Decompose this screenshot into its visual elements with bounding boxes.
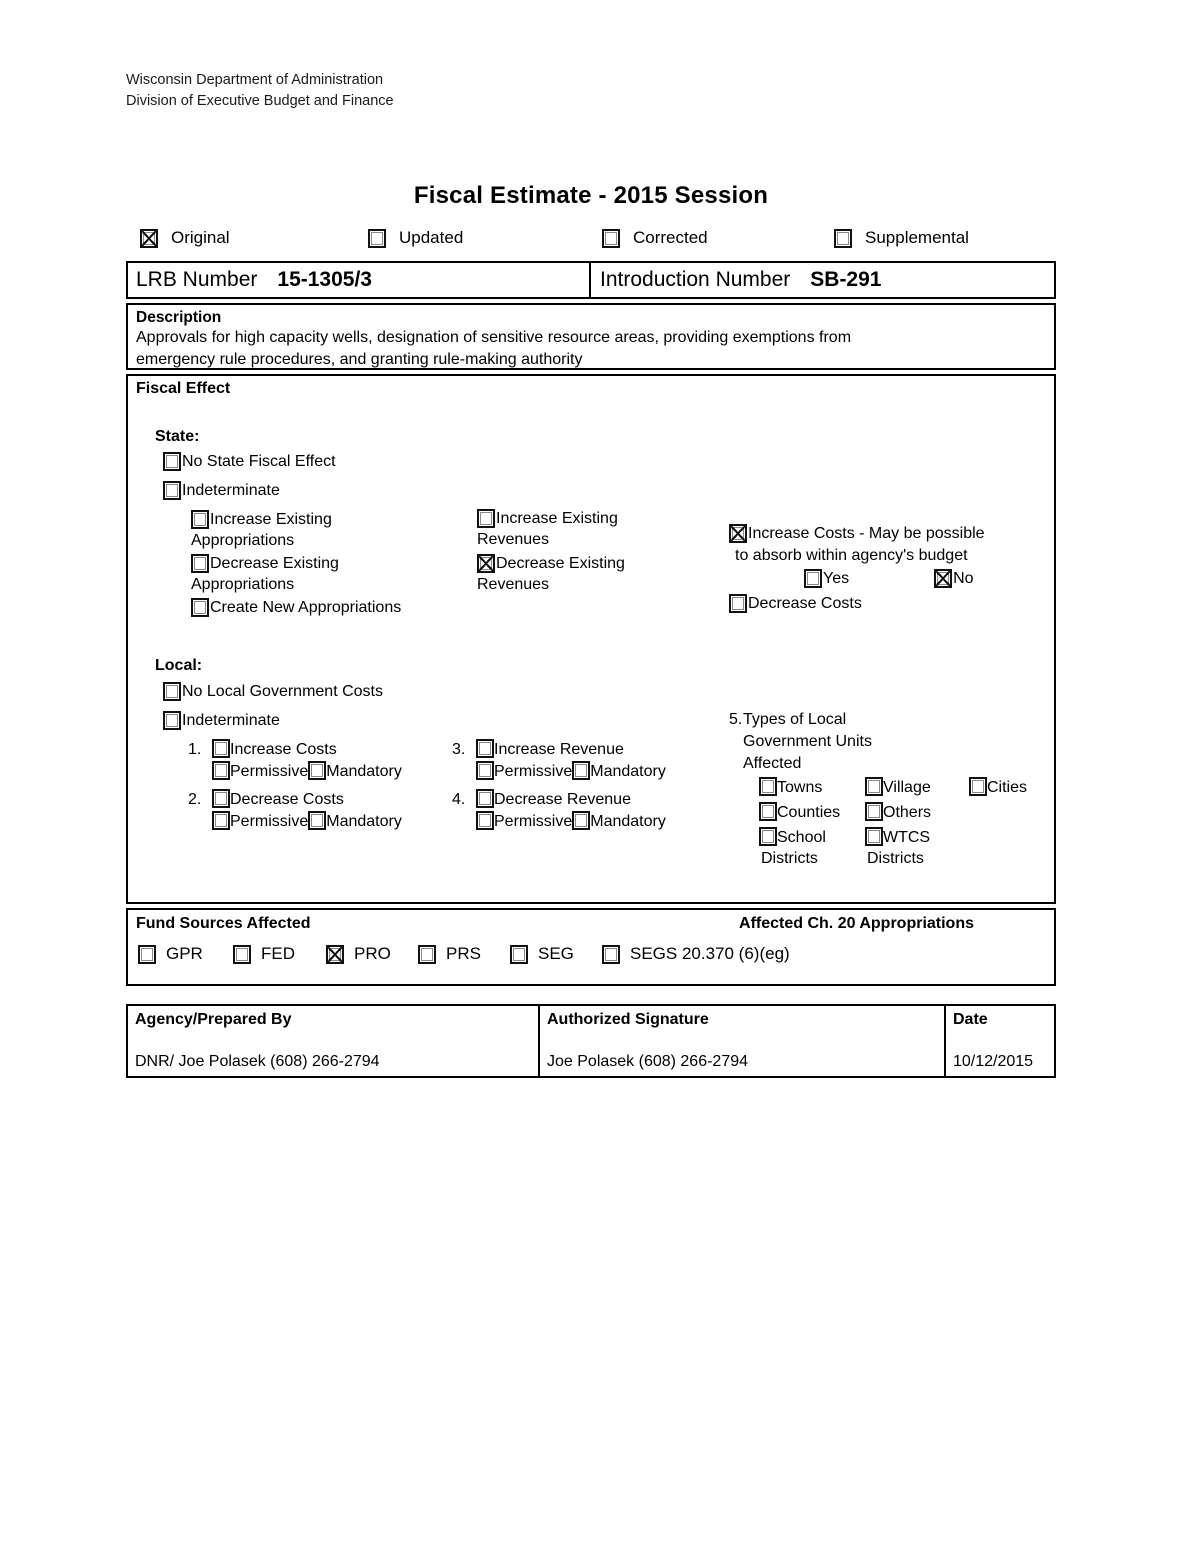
local-units-row — [759, 777, 1059, 798]
state-decrease-existing-appropriations-line-2: Appropriations — [191, 576, 295, 593]
introduction-number-value: SB-291 — [810, 268, 882, 291]
local-indeterminate[interactable] — [163, 710, 383, 731]
local-decrease-revenue-mandatory-label: Mandatory — [590, 813, 666, 830]
state-increase-existing-revenues[interactable] — [477, 508, 625, 550]
checkbox-gpr-icon[interactable] — [138, 945, 156, 964]
local-item-decrease-costs[interactable] — [188, 789, 402, 810]
state-section-label: State: — [155, 428, 200, 445]
state-decrease-existing-revenues-line-1: Decrease Existing — [496, 555, 625, 572]
agency-line-1: Wisconsin Department of Administration — [126, 72, 384, 88]
fund-source-gpr[interactable] — [138, 944, 233, 964]
checkbox-local-indeterminate-icon[interactable] — [163, 711, 181, 730]
local-unit-school-districts[interactable] — [759, 827, 865, 869]
local-unit-wtcs-districts-label-2: Districts — [867, 850, 924, 867]
fund-source-pro-label: PRO — [354, 944, 391, 963]
lrb-number-value: 15-1305/3 — [277, 268, 372, 291]
description-heading: Description — [136, 309, 222, 326]
checkbox-local-decrease-costs-mandatory-icon[interactable] — [308, 811, 326, 830]
fund-sources-section — [126, 908, 1056, 986]
state-increase-existing-revenues-line-1: Increase Existing — [496, 510, 618, 527]
estimate-type-corrected-label: Corrected — [633, 228, 708, 247]
state-increase-existing-appropriations-line-1: Increase Existing — [210, 511, 332, 528]
local-unit-school-districts-label: School — [777, 829, 826, 846]
state-increase-costs-line-1: Increase Costs - May be possible — [748, 525, 985, 542]
state-increase-existing-appropriations[interactable] — [191, 509, 401, 551]
checkbox-no-state-fiscal-effect-icon[interactable] — [163, 452, 181, 471]
local-units-heading-line-3: Affected — [743, 755, 802, 772]
local-column-primary — [163, 681, 383, 739]
agency-line-2: Division of Executive Budget and Finance — [126, 93, 394, 109]
introduction-number-cell — [591, 263, 1054, 297]
local-item-2-number: 2. — [188, 791, 202, 808]
local-increase-costs-permissive-label: Permissive — [230, 763, 309, 780]
lrb-number-label: LRB Number — [136, 268, 258, 291]
local-increase-revenue-mandatory-label: Mandatory — [590, 763, 666, 780]
signature-section — [126, 1004, 1056, 1078]
agency-prepared-by-cell — [128, 1006, 540, 1076]
local-unit-cities[interactable] — [969, 777, 1059, 798]
fund-source-prs-label: PRS — [446, 944, 481, 963]
local-government-units-section — [729, 709, 1059, 869]
local-section-label: Local: — [155, 657, 203, 674]
local-item-increase-revenue[interactable] — [452, 739, 666, 760]
estimate-type-corrected[interactable] — [594, 228, 826, 248]
checkbox-create-new-appropriations-icon[interactable] — [191, 598, 209, 617]
local-effects-column-left — [188, 739, 402, 833]
local-item-4-number: 4. — [452, 791, 466, 808]
state-increase-existing-revenues-line-2: Revenues — [477, 531, 550, 548]
checkbox-local-decrease-costs-icon[interactable] — [212, 789, 230, 808]
fund-source-gpr-label: GPR — [166, 944, 203, 963]
local-increase-revenue-modifiers — [476, 761, 666, 782]
fund-sources-heading: Fund Sources Affected — [136, 915, 311, 932]
fund-source-seg[interactable] — [510, 944, 602, 964]
affected-appropriations-heading: Affected Ch. 20 Appropriations — [739, 915, 974, 932]
local-unit-counties-label: Counties — [777, 804, 841, 821]
local-indeterminate-label: Indeterminate — [182, 712, 280, 729]
checkbox-local-increase-costs-permissive-icon[interactable] — [212, 761, 230, 780]
local-unit-school-districts-label-2: Districts — [761, 850, 818, 867]
checkbox-supplemental-icon[interactable] — [834, 229, 852, 248]
local-increase-revenue-label: Increase Revenue — [494, 741, 624, 758]
absorb-yes-label: Yes — [823, 570, 850, 587]
checkbox-counties-icon[interactable] — [759, 802, 777, 821]
checkbox-local-decrease-revenue-permissive-icon[interactable] — [476, 811, 494, 830]
local-no-government-costs[interactable] — [163, 681, 383, 702]
local-decrease-costs-permissive-label: Permissive — [230, 813, 309, 830]
checkbox-no-local-government-costs-icon[interactable] — [163, 682, 181, 701]
state-create-new-appropriations-label: Create New Appropriations — [210, 599, 402, 616]
checkbox-local-decrease-costs-permissive-icon[interactable] — [212, 811, 230, 830]
checkbox-decrease-costs-icon[interactable] — [729, 594, 747, 613]
checkbox-increase-existing-revenues-icon[interactable] — [477, 509, 495, 528]
checkbox-updated-icon[interactable] — [368, 229, 386, 248]
local-units-grid — [759, 777, 1059, 869]
description-line-2: emergency rule procedures, and granting rule-making authority — [136, 351, 583, 368]
state-no-fiscal-effect[interactable] — [163, 451, 401, 472]
agency-header — [126, 70, 394, 112]
page-title: Fiscal Estimate - 2015 Session — [413, 182, 769, 209]
state-increase-costs[interactable] — [729, 523, 1049, 567]
state-column-costs — [729, 523, 1049, 614]
local-unit-wtcs-districts[interactable] — [865, 827, 969, 869]
fund-source-fed[interactable] — [233, 944, 326, 964]
checkbox-school-districts-icon[interactable] — [759, 827, 777, 846]
lrb-number-cell — [128, 263, 591, 297]
fiscal-effect-heading: Fiscal Effect — [136, 380, 231, 397]
checkbox-segs-icon[interactable] — [602, 945, 620, 964]
identifier-row — [126, 261, 1056, 299]
checkbox-fed-icon[interactable] — [233, 945, 251, 964]
local-decrease-costs-modifiers — [212, 811, 402, 832]
absorb-no-label: No — [953, 570, 974, 587]
local-units-heading-line-1: Types of Local — [743, 711, 847, 728]
checkbox-decrease-existing-revenues-icon[interactable] — [477, 554, 495, 573]
estimate-type-updated-label: Updated — [399, 228, 464, 247]
checkbox-prs-icon[interactable] — [418, 945, 436, 964]
state-decrease-costs-label: Decrease Costs — [748, 595, 862, 612]
estimate-type-original[interactable] — [126, 228, 358, 248]
local-units-row — [759, 827, 1059, 869]
checkbox-absorb-yes-icon[interactable] — [804, 569, 822, 588]
local-decrease-costs-label: Decrease Costs — [230, 791, 344, 808]
checkbox-cities-icon[interactable] — [969, 777, 987, 796]
checkbox-local-increase-costs-mandatory-icon[interactable] — [308, 761, 326, 780]
description-section — [126, 303, 1056, 370]
fund-source-prs[interactable] — [418, 944, 510, 964]
date-cell — [946, 1006, 1054, 1076]
checkbox-increase-costs-icon[interactable] — [729, 524, 747, 543]
description-line-1: Approvals for high capacity wells, designation of sensitive resource areas, providing exemptions from — [136, 329, 852, 346]
state-indeterminate-label: Indeterminate — [182, 482, 280, 499]
state-decrease-existing-appropriations[interactable] — [191, 553, 401, 595]
local-no-government-costs-label: No Local Government Costs — [182, 683, 383, 700]
checkbox-decrease-existing-appropriations-icon[interactable] — [191, 554, 209, 573]
local-increase-costs-label: Increase Costs — [230, 741, 337, 758]
checkbox-state-indeterminate-icon[interactable] — [163, 481, 181, 500]
local-units-number: 5. — [729, 711, 743, 728]
absorb-no-option[interactable] — [934, 568, 973, 589]
checkbox-local-increase-revenue-mandatory-icon[interactable] — [572, 761, 590, 780]
local-unit-towns-label: Towns — [777, 779, 823, 796]
checkbox-towns-icon[interactable] — [759, 777, 777, 796]
checkbox-local-increase-costs-icon[interactable] — [212, 739, 230, 758]
date-label: Date — [953, 1011, 988, 1028]
fund-source-pro[interactable] — [326, 944, 418, 964]
fund-source-seg-label: SEG — [538, 944, 574, 963]
local-item-3-number: 3. — [452, 741, 466, 758]
estimate-type-original-label: Original — [171, 228, 230, 247]
checkbox-corrected-icon[interactable] — [602, 229, 620, 248]
local-unit-wtcs-districts-label: WTCS — [883, 829, 931, 846]
state-decrease-existing-revenues[interactable] — [477, 553, 625, 595]
state-decrease-existing-appropriations-line-1: Decrease Existing — [210, 555, 339, 572]
local-unit-cities-label: Cities — [987, 779, 1028, 796]
local-item-decrease-revenue[interactable] — [452, 789, 666, 810]
local-decrease-costs-mandatory-label: Mandatory — [326, 813, 402, 830]
checkbox-original-icon[interactable] — [140, 229, 158, 248]
local-effects-column-right — [452, 739, 666, 833]
local-increase-costs-modifiers — [212, 761, 402, 782]
checkbox-local-decrease-revenue-icon[interactable] — [476, 789, 494, 808]
fund-source-fed-label: FED — [261, 944, 295, 963]
state-increase-existing-appropriations-line-2: Appropriations — [191, 532, 295, 549]
local-unit-village[interactable] — [865, 777, 969, 798]
authorized-signature-value: Joe Polasek (608) 266-2794 — [547, 1053, 749, 1070]
estimate-type-supplemental[interactable] — [826, 228, 1056, 248]
fund-sources-options — [128, 944, 1054, 964]
checkbox-seg-icon[interactable] — [510, 945, 528, 964]
introduction-number-label: Introduction Number — [600, 268, 791, 291]
agency-prepared-by-label: Agency/Prepared By — [135, 1011, 292, 1028]
local-decrease-revenue-label: Decrease Revenue — [494, 791, 631, 808]
checkbox-local-increase-revenue-permissive-icon[interactable] — [476, 761, 494, 780]
fund-sources-headings — [128, 910, 1054, 933]
local-unit-counties[interactable] — [759, 802, 865, 823]
local-item-1-number: 1. — [188, 741, 202, 758]
checkbox-increase-existing-appropriations-icon[interactable] — [191, 510, 209, 529]
state-column-revenues — [477, 508, 625, 598]
date-value: 10/12/2015 — [953, 1053, 1034, 1070]
state-indeterminate[interactable] — [163, 480, 401, 501]
checkbox-local-decrease-revenue-mandatory-icon[interactable] — [572, 811, 590, 830]
checkbox-local-increase-revenue-icon[interactable] — [476, 739, 494, 758]
local-units-row — [759, 802, 1059, 823]
fund-source-segs[interactable] — [602, 944, 790, 964]
local-unit-others[interactable] — [865, 802, 969, 823]
state-create-new-appropriations[interactable] — [191, 597, 401, 618]
local-item-increase-costs[interactable] — [188, 739, 402, 760]
estimate-type-updated[interactable] — [358, 228, 594, 248]
fund-source-segs-label: SEGS 20.370 (6)(eg) — [630, 944, 790, 963]
spacer — [849, 568, 934, 589]
checkbox-village-icon[interactable] — [865, 777, 883, 796]
local-decrease-revenue-permissive-label: Permissive — [494, 813, 573, 830]
state-decrease-costs[interactable] — [729, 593, 1049, 614]
state-column-primary — [163, 451, 401, 620]
state-decrease-existing-revenues-line-2: Revenues — [477, 576, 550, 593]
authorized-signature-cell — [540, 1006, 946, 1076]
local-increase-costs-mandatory-label: Mandatory — [326, 763, 402, 780]
checkbox-wtcs-districts-icon[interactable] — [865, 827, 883, 846]
authorized-signature-label: Authorized Signature — [547, 1011, 709, 1028]
state-increase-costs-line-2: to absorb within agency's budget — [735, 547, 968, 564]
local-unit-others-label: Others — [883, 804, 932, 821]
estimate-type-supplemental-label: Supplemental — [865, 228, 969, 247]
checkbox-absorb-no-icon[interactable] — [934, 569, 952, 588]
local-government-units-heading — [729, 709, 1059, 775]
local-increase-revenue-permissive-label: Permissive — [494, 763, 573, 780]
absorb-within-budget-options — [729, 568, 1049, 589]
checkbox-pro-icon[interactable] — [326, 945, 344, 964]
local-units-heading-line-2: Government Units — [743, 733, 872, 750]
estimate-type-row — [126, 222, 1056, 254]
checkbox-others-icon[interactable] — [865, 802, 883, 821]
agency-prepared-by-value: DNR/ Joe Polasek (608) 266-2794 — [135, 1053, 380, 1070]
state-no-fiscal-effect-label: No State Fiscal Effect — [182, 453, 336, 470]
local-unit-village-label: Village — [883, 779, 931, 796]
local-decrease-revenue-modifiers — [476, 811, 666, 832]
absorb-yes-option[interactable] — [804, 568, 849, 589]
local-unit-towns[interactable] — [759, 777, 865, 798]
